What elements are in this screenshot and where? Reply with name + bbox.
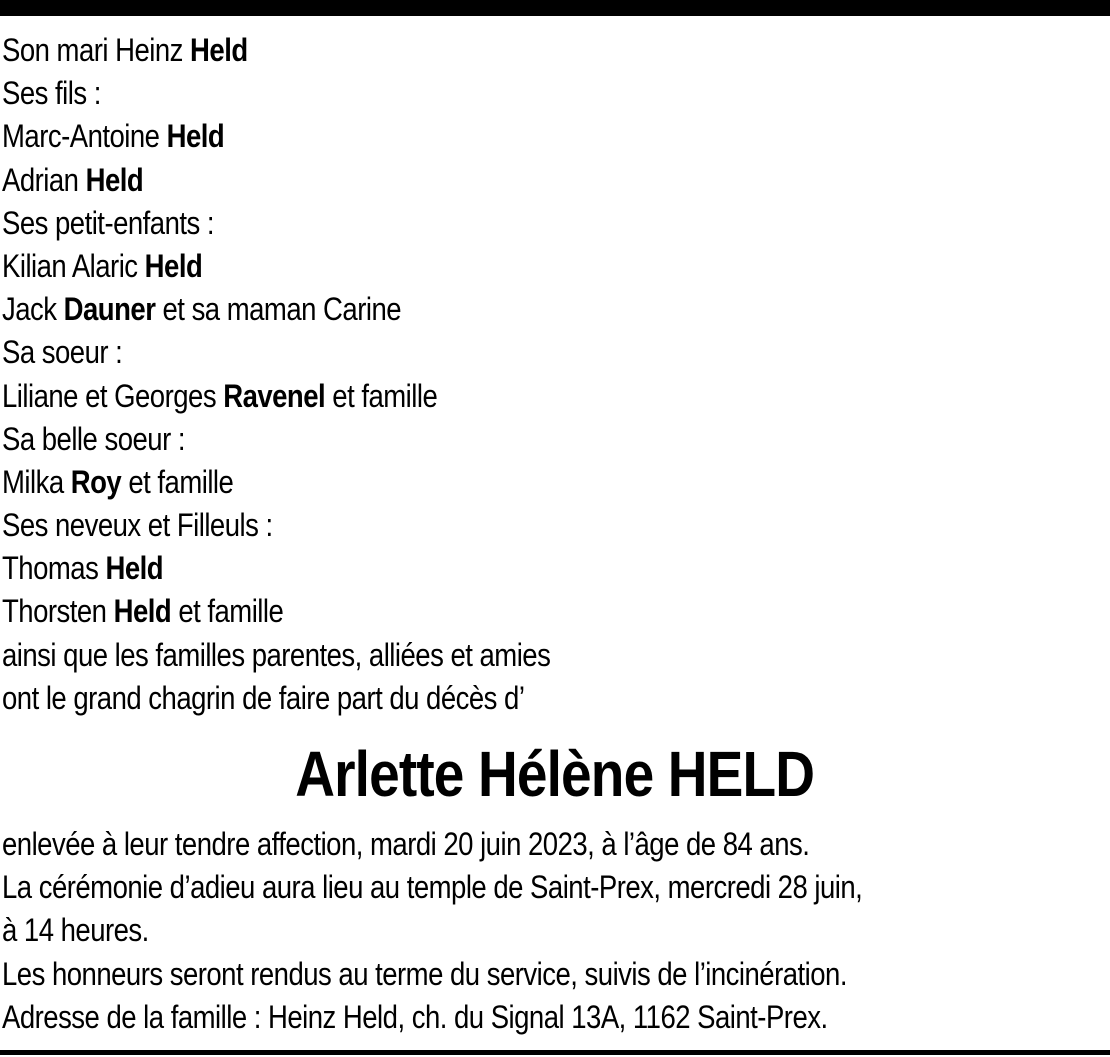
surname-text: Held: [166, 118, 225, 155]
mourner-line: [2, 115, 948, 158]
mourner-text: Adrian: [2, 161, 86, 198]
bottom-border-rule: [0, 1050, 1110, 1055]
mourner-line: [2, 375, 948, 418]
mourner-text: et famille: [325, 377, 438, 414]
mourner-text: Liliane et Georges: [2, 377, 224, 414]
mourner-line: [2, 590, 948, 633]
mourner-text: Milka: [2, 463, 71, 500]
surname-text: Ravenel: [223, 377, 326, 414]
mourner-line: [2, 72, 948, 115]
mourner-line: [2, 245, 948, 288]
mourner-line: [2, 159, 948, 202]
mourner-line: [2, 202, 948, 245]
mourner-line: [2, 29, 948, 72]
surname-text: Roy: [70, 463, 122, 500]
mourner-text: Ses fils :: [2, 75, 101, 112]
mourner-text: Sa soeur :: [2, 334, 123, 371]
top-border-rule: [0, 0, 1110, 16]
mourner-text: et famille: [171, 593, 284, 630]
surname-text: Held: [105, 550, 164, 587]
mourner-text: Ses neveux et Filleuls :: [2, 507, 273, 544]
deceased-name: Arlette Hélène HELD: [295, 738, 815, 810]
mourner-line: [2, 288, 948, 331]
mourner-text: ont le grand chagrin de faire part du décès d’: [2, 679, 525, 716]
mourner-line: [2, 418, 948, 461]
mourner-line: [2, 331, 948, 374]
mourner-text: et sa maman Carine: [155, 291, 402, 328]
mourners-list: [2, 29, 948, 720]
ceremony-details: [2, 823, 1068, 1039]
mourner-text: ainsi que les familles parentes, alliées et amies: [2, 636, 551, 673]
surname-text: Held: [190, 32, 248, 68]
mourner-text: Jack: [2, 291, 64, 328]
mourner-line: [2, 677, 948, 720]
surname-text: Held: [144, 247, 203, 284]
mourner-text: Sa belle soeur :: [2, 420, 185, 457]
mourner-text: et famille: [121, 463, 234, 500]
details-line-honours: Les honneurs seront rendus au terme du service, suivis de l’incinération.: [2, 955, 847, 992]
details-line-address: Adresse de la famille : Heinz Held, ch. du Signal 13A, 1162 Saint-Prex.: [2, 998, 828, 1035]
deceased-name-heading: [0, 734, 1110, 814]
mourner-line: [2, 634, 948, 677]
mourner-text: Marc-Antoine: [2, 118, 167, 155]
surname-text: Held: [85, 161, 144, 198]
mourner-line: [2, 547, 948, 590]
details-line-ceremony: La cérémonie d’adieu aura lieu au temple de Saint-Prex, mercredi 28 juin,: [2, 869, 863, 906]
surname-text: Dauner: [63, 291, 156, 328]
surname-text: Held: [113, 593, 172, 630]
mourner-line: [2, 504, 948, 547]
mourner-text: Thomas: [2, 550, 106, 587]
mourner-line: [2, 461, 948, 504]
mourner-text: Ses petit-enfants :: [2, 204, 215, 241]
details-line-death: enlevée à leur tendre affection, mardi 20 juin 2023, à l’âge de 84 ans.: [2, 826, 810, 862]
mourner-text: Kilian Alaric: [2, 247, 145, 284]
mourner-text: Thorsten: [2, 593, 114, 630]
mourner-text: Son mari Heinz: [2, 32, 191, 68]
details-line-time: à 14 heures.: [2, 912, 149, 949]
